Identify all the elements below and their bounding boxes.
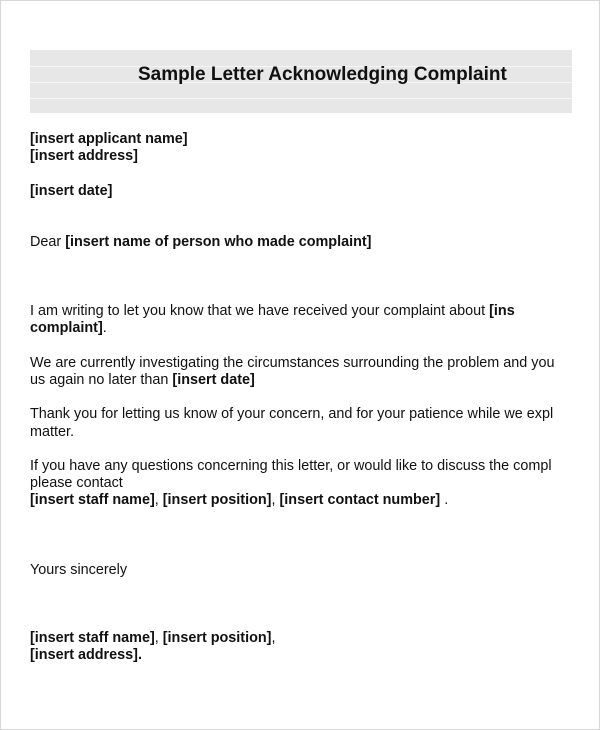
paragraph-4-line-2: please contact: [30, 475, 123, 491]
contact-separator: ,: [271, 492, 280, 508]
signature-address: [insert address].: [30, 647, 142, 663]
paragraph-3-line-2: matter.: [30, 424, 74, 440]
paragraph-4-contact: [30, 492, 448, 509]
document-title: Sample Letter Acknowledging Complaint: [138, 64, 507, 85]
recipient-address: [insert address]: [30, 148, 138, 164]
paragraph-1-placeholder: [ins: [489, 303, 515, 319]
paragraph-2-line-1: We are currently investigating the circumstances surrounding the problem and you: [30, 355, 555, 371]
salutation-name: [insert name of person who made complaint]: [65, 234, 372, 250]
recipient-name: [insert applicant name]: [30, 131, 188, 147]
paragraph-2-date: [insert date]: [172, 372, 255, 388]
paragraph-1-line-2: [30, 320, 107, 337]
signature-separator: ,: [271, 630, 276, 646]
paragraph-2-line-2: [30, 372, 255, 389]
salutation: [30, 234, 371, 251]
signature-position: [insert position]: [162, 630, 272, 646]
paragraph-1-tail: .: [102, 320, 107, 336]
paragraph-2-text: us again no later than: [30, 372, 173, 388]
paragraph-1-line-1: [30, 303, 515, 320]
letter-date: [insert date]: [30, 183, 113, 199]
paragraph-3-line-1: Thank you for letting us know of your concern, and for your patience while we expl: [30, 406, 554, 422]
signature-line-1: [30, 630, 275, 647]
salutation-prefix: Dear: [30, 234, 66, 250]
contact-number: [insert contact number]: [279, 492, 441, 508]
contact-separator: ,: [154, 492, 163, 508]
contact-staff-name: [insert staff name]: [30, 492, 155, 508]
paragraph-1-placeholder-end: complaint]: [30, 320, 103, 336]
contact-position: [insert position]: [162, 492, 272, 508]
paragraph-4-line-1: If you have any questions concerning this letter, or would like to discuss the compl: [30, 458, 552, 474]
signature-separator: ,: [154, 630, 163, 646]
contact-tail: .: [440, 492, 449, 508]
letter-body: [30, 0, 574, 730]
closing: Yours sincerely: [30, 562, 128, 578]
paragraph-1-text: I am writing to let you know that we have received your complaint about: [30, 303, 490, 319]
signature-staff-name: [insert staff name]: [30, 630, 155, 646]
